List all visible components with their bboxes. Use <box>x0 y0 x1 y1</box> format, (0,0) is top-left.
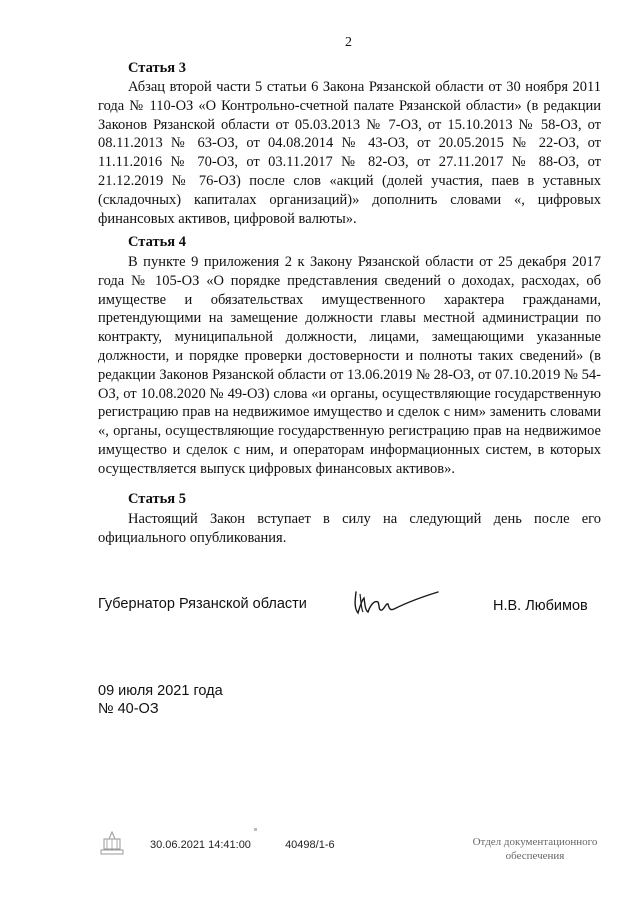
signatory-title: Губернатор Рязанской области <box>98 596 307 612</box>
scan-artifact <box>254 828 257 831</box>
department-line-1: Отдел документационного <box>472 836 598 848</box>
article-5-text: Настоящий Закон вступает в силу на следующий день после его официального опубликования. <box>98 511 601 546</box>
handwritten-signature <box>352 586 442 618</box>
law-date: 09 июля 2021 года <box>98 683 223 699</box>
duma-emblem-icon <box>97 829 127 859</box>
article-4-text: В пункте 9 приложения 2 к Закону Рязанской области от 25 декабря 2017 года № 105-ОЗ «О порядке представления сведений о доходах, расходах, об имуществе и обязательствах имущественного характера гражданами, претендующими на замещение должности главы местной администрации по контракту, муниципальной должности, лицами, замещающими указанные должности, и порядке проверки достоверности и полноты таких сведений» (в редакции Законов Рязанской области от 13.06.2019 № 28-ОЗ, от 07.10.2019 № 54-ОЗ, от 10.08.2020 № 49-ОЗ) слова «и органы, осуществляющие государственную регистрацию прав на недвижимое имущество и сделок с ним» заменить словами «, органы, осуществляющие государственную регистрацию прав на недвижимое имущество и сделок с ним, и операторам информационных систем, в которых осуществляется выпуск цифровых финансовых активов». <box>98 254 601 477</box>
article-4-heading: Статья 4 <box>128 234 186 250</box>
department-line-2: обеспечения <box>505 850 565 862</box>
signatory-name: Н.В. Любимов <box>493 598 588 614</box>
stamp-number: 40498/1-6 <box>285 839 335 851</box>
registration-stamp <box>150 839 335 851</box>
page-number: 2 <box>345 35 352 50</box>
article-3-heading: Статья 3 <box>128 60 186 76</box>
department-stamp <box>455 835 615 863</box>
law-number: № 40-ОЗ <box>98 701 159 717</box>
article-3-text: Абзац второй части 5 статьи 6 Закона Рязанской области от 30 ноября 2011 года № 110-ОЗ «О Контрольно-счетной палате Рязанской области» (в редакции Законов Рязанской области от 05.03.2013 № 7-ОЗ, от 15.10.2013 № 58-ОЗ, от 08.11.2013 № 63-ОЗ, от 04.08.2014 № 43-ОЗ, от 20.05.2015 № 22-ОЗ, от 11.11.2016 № 70-ОЗ, от 03.11.2017 № 82-ОЗ, от 27.11.2017 № 88-ОЗ, от 21.12.2019 № 76-ОЗ) после слов «акций (долей участия, паев в уставных (складочных) капиталах организаций)» дополнить словами «, цифровых финансовых активов, цифровой валюты». <box>98 79 601 227</box>
article-5-heading: Статья 5 <box>128 491 186 507</box>
stamp-datetime: 30.06.2021 14:41:00 <box>150 839 251 851</box>
